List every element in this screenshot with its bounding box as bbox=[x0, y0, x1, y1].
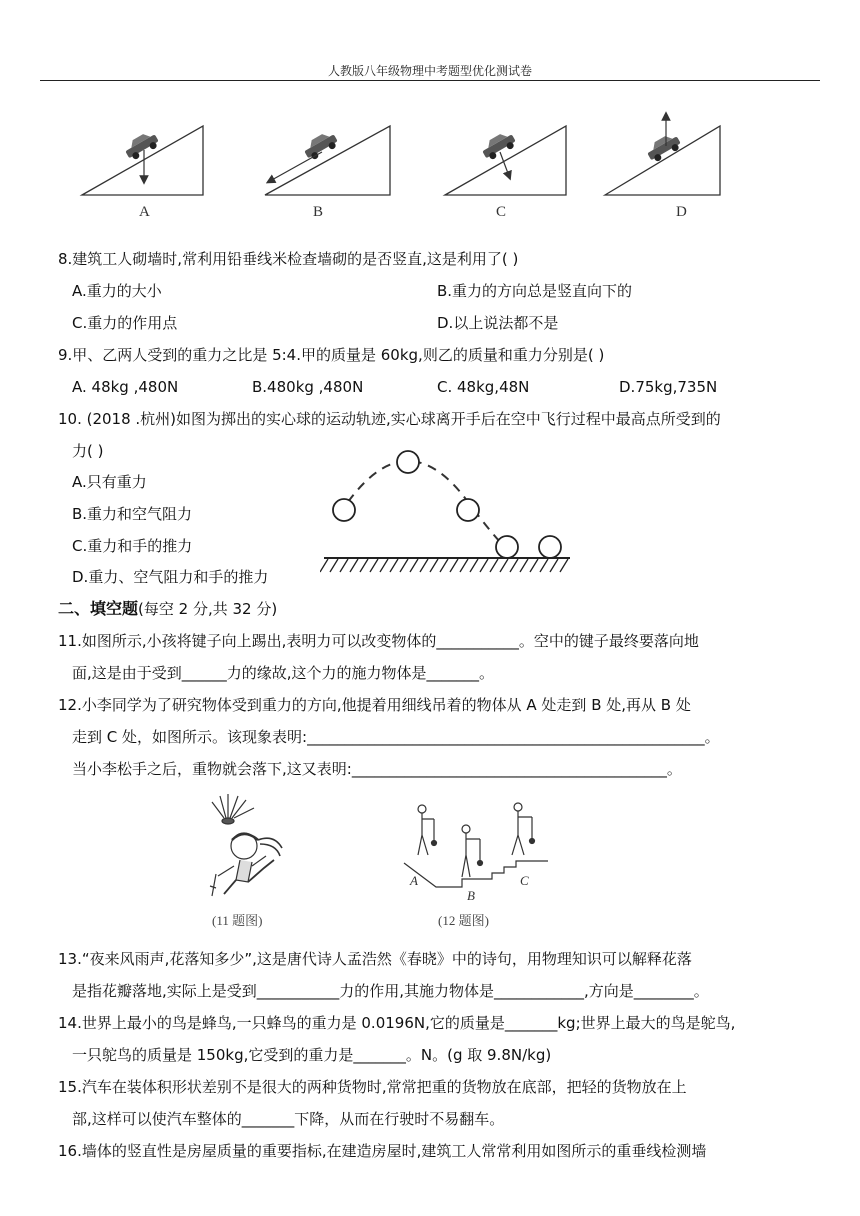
q10-stem-line2: 力( ) bbox=[72, 442, 104, 460]
incline-option-c bbox=[445, 126, 566, 195]
incline-option-a bbox=[82, 126, 203, 195]
q8-option-b: B.重力的方向总是竖直向下的 bbox=[437, 282, 633, 300]
option-label-a: A bbox=[139, 204, 150, 220]
q9-option-a: A. 48kg ,480N bbox=[72, 378, 179, 396]
q9-stem: 9.甲、乙两人受到的重力之比是 5:4.甲的质量是 60kg,则乙的质量和重力分别是( ) bbox=[58, 346, 605, 364]
q11-line1: 11.如图所示,小孩将键子向上踢出,表明力可以改变物体的___________。空中的键子最终要落向地 bbox=[58, 632, 699, 650]
q8-stem: 8.建筑工人砌墙时,常利用铅垂线米检查墙砌的是否竖直,这是利用了( ) bbox=[58, 250, 519, 268]
q12-line2: 走到 C 处，如图所示。该现象表明:_____________________________________________________。 bbox=[72, 728, 720, 746]
q10-option-b: B.重力和空气阻力 bbox=[72, 505, 193, 523]
q9-option-c: C. 48kg,48N bbox=[437, 378, 530, 396]
q9-option-b: B.480kg ,480N bbox=[252, 378, 364, 396]
q13-line1: 13.“夜来风雨声,花落知多少”,这是唐代诗人孟浩然《春晓》中的诗句，用物理知识可以解释花落 bbox=[58, 950, 692, 968]
incline-option-d bbox=[605, 116, 720, 195]
q10-stem-line1: 10. (2018 .杭州)如图为掷出的实心球的运动轨迹,实心球离开手后在空中飞行过程中最高点所受到的 bbox=[58, 410, 721, 428]
q10-option-a: A.只有重力 bbox=[72, 473, 147, 491]
section2-heading bbox=[58, 599, 277, 619]
q8-option-c: C.重力的作用点 bbox=[72, 314, 178, 332]
q8-option-d: D.以上说法都不是 bbox=[437, 314, 559, 332]
figure-11-kid-shuttlecock bbox=[190, 790, 310, 905]
section2-title: 二、填空题 bbox=[58, 599, 139, 618]
q16-line1: 16.墙体的竖直性是房屋质量的重要指标,在建造房屋时,建筑工人常常利用如图所示的重垂线检测墙 bbox=[58, 1142, 707, 1160]
incline-option-b bbox=[265, 126, 390, 195]
page-header: 人教版八年级物理中考题型优化测试卷 bbox=[327, 64, 532, 78]
figure-11-caption: (11 题图) bbox=[212, 913, 263, 928]
q8-option-a: A.重力的大小 bbox=[72, 282, 162, 300]
q12-line1: 12.小李同学为了研究物体受到重力的方向,他提着用细线吊着的物体从 A 处走到 B 处,再从 B 处 bbox=[58, 696, 691, 714]
option-label-b: B bbox=[313, 204, 324, 220]
section2-note: (每空 2 分,共 32 分) bbox=[138, 600, 278, 618]
q14-line1: 14.世界上最小的鸟是蜂鸟,一只蜂鸟的重力是 0.0196N,它的质量是_______kg;世界上最大的鸟是鸵鸟, bbox=[58, 1014, 736, 1032]
q10-option-d: D.重力、空气阻力和手的推力 bbox=[72, 568, 269, 586]
header-rule bbox=[40, 80, 820, 81]
figure-12-label-a: A bbox=[410, 873, 418, 888]
q9-option-d: D.75kg,735N bbox=[619, 378, 718, 396]
option-label-c: C bbox=[496, 204, 507, 220]
option-label-d: D bbox=[676, 204, 687, 220]
q12-line3: 当小李松手之后，重物就会落下,这又表明:__________________________________________。 bbox=[72, 760, 682, 778]
ball-trajectory-figure bbox=[320, 440, 580, 580]
figure-12-caption: (12 题图) bbox=[438, 913, 489, 928]
q13-line2: 是指花瓣落地,实际上是受到___________力的作用,其施力物体是____________,方向是________。 bbox=[72, 982, 709, 1000]
q11-line2: 面,这是由于受到______力的缘故,这个力的施力物体是_______。 bbox=[72, 664, 495, 682]
incline-figures bbox=[60, 100, 760, 230]
figure-12-label-b: B bbox=[467, 888, 475, 903]
q10-option-c: C.重力和手的推力 bbox=[72, 537, 193, 555]
q15-line1: 15.汽车在装体积形状差别不是很大的两种货物时,常常把重的货物放在底部，把轻的货物放在上 bbox=[58, 1078, 687, 1096]
q14-line2: 一只鸵鸟的质量是 150kg,它受到的重力是_______。N。(g 取 9.8N/kg) bbox=[72, 1046, 552, 1064]
figure-12-label-c: C bbox=[520, 873, 529, 888]
q15-line2: 部,这样可以使汽车整体的_______下降，从而在行驶时不易翻车。 bbox=[72, 1110, 505, 1128]
